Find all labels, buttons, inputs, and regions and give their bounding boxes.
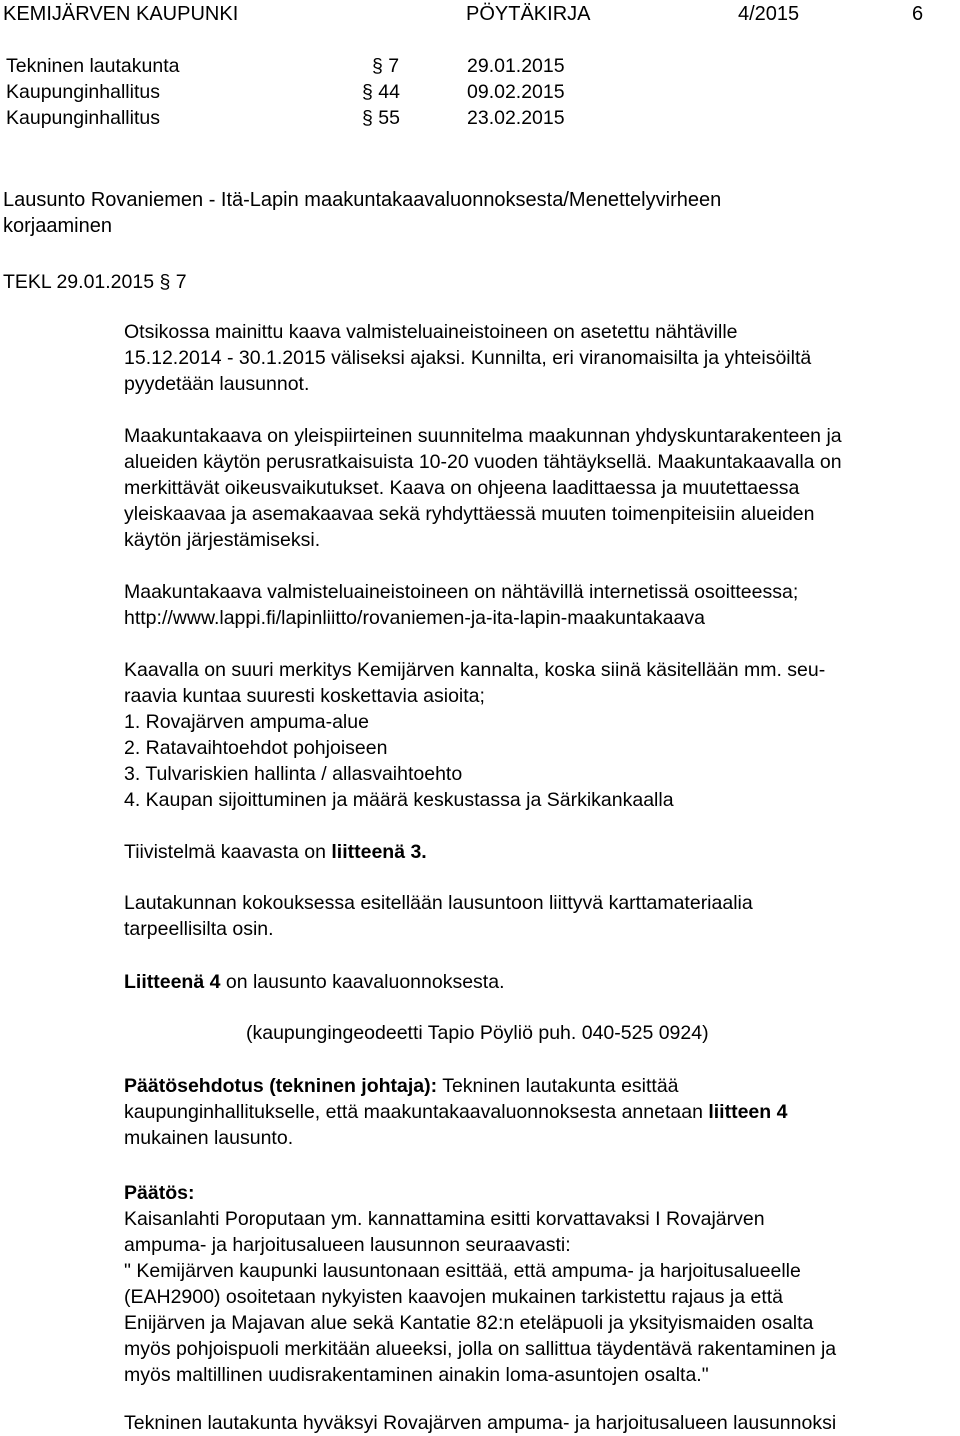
paragraph-definition (124, 423, 960, 553)
list-item: 2. Ratavaihtoehdot pohjoiseen (124, 737, 388, 759)
text-line: Enijärven ja Majavan alue sekä Kantatie 82:n eteläpuoli ja yksityismaiden osalta (124, 1312, 814, 1334)
meeting-date: 23.02.2015 (467, 107, 565, 129)
section-sign: § (362, 107, 373, 129)
attachment-ref: Liitteenä 4 (124, 971, 221, 993)
meeting-date: 09.02.2015 (467, 81, 565, 103)
proposal-label: Päätösehdotus (tekninen johtaja): (124, 1075, 438, 1097)
meeting-date: 29.01.2015 (467, 55, 565, 77)
text-line: myös pohjoispuoli merkitään alueeksi, jolla on sallittua täydentävä rakentaminen ja (124, 1338, 837, 1360)
text-line: pyydetään lausunnot. (124, 373, 310, 395)
meeting-section: § 7 (372, 55, 400, 77)
meeting-section: § 44 (362, 81, 400, 103)
text-line: Kaisanlahti Poroputaan ym. kannattamina esitti korvattavaksi I Rovajärven (124, 1208, 765, 1230)
plan-url-link[interactable]: http://www.lappi.fi/lapinliitto/rovaniemen-ja-ita-lapin-maakuntakaava (124, 607, 705, 629)
text-line: raavia kuntaa suuresti koskettavia asioita; (124, 685, 485, 707)
text-line: " Kemijärven kaupunki lausuntonaan esittää, että ampuma- ja harjoitusalueelle (124, 1260, 801, 1282)
text-line: merkittävät oikeusvaikutukset. Kaava on ohjeena laadittaessa ja muutettaessa (124, 477, 800, 499)
page-number: 6 (912, 3, 924, 25)
paragraph-statement-attachment (124, 969, 954, 995)
decision-label: Päätös: (124, 1182, 195, 1204)
text-span: Tiivistelmä kaavasta on (124, 841, 332, 863)
tekl-date: TEKL 29.01.2015 (3, 271, 155, 293)
paragraph-meeting-materials (124, 890, 954, 942)
text-span: Tekninen lautakunta esittää (437, 1075, 679, 1097)
attachment-ref: liitteen 4 (708, 1101, 788, 1123)
text-line: myös maltillinen uudisrakentaminen ainakin loma-asuntojen osalta." (124, 1364, 709, 1386)
list-item: 4. Kaupan sijoittuminen ja määrä keskustassa ja Särkikankaalla (124, 789, 674, 811)
organization-name: KEMIJÄRVEN KAUPUNKI (3, 3, 239, 25)
attachment-ref: liitteenä 3. (331, 841, 427, 863)
text-line (124, 1073, 954, 1099)
final-decision-line: Tekninen lautakunta hyväksyi Rovajärven ampuma- ja harjoitusalueen lausunnoksi (124, 1412, 837, 1434)
text-line: alueiden käytön perusratkaisuista 10-20 vuoden tähtäyksellä. Maakuntakaavalla on (124, 451, 842, 473)
section-sign: § (362, 81, 373, 103)
text-line: 15.12.2014 - 30.1.2015 väliseksi ajaksi. Kunnilta, eri viranomaisilta ja yhteisöiltä (124, 347, 812, 369)
list-item: 1. Rovajärven ampuma-alue (124, 711, 369, 733)
section-sign: § (372, 55, 383, 77)
agenda-item-title (3, 187, 903, 239)
text-line: Maakuntakaava valmisteluaineistoineen on nähtävillä internetissä osoitteessa; (124, 581, 799, 603)
section-sign: § (159, 271, 171, 293)
title-line: korjaaminen (3, 215, 112, 237)
tekl-reference (3, 269, 187, 295)
text-line: Kaavalla on suuri merkitys Kemijärven kannalta, koska siinä käsitellään mm. seu- (124, 659, 826, 681)
paragraph-significance (124, 657, 954, 813)
meeting-section: § 55 (362, 107, 400, 129)
paragraph-availability (124, 579, 954, 631)
meeting-body: Kaupunginhallitus (6, 81, 160, 103)
decision (124, 1180, 954, 1388)
meeting-body: Kaupunginhallitus (6, 107, 160, 129)
text-line: Lautakunnan kokouksessa esitellään lausuntoon liittyvä karttamateriaalia (124, 892, 753, 914)
title-line: Lausunto Rovaniemen - Itä-Lapin maakuntakaavaluonnoksesta/Menettelyvirheen (3, 189, 722, 211)
text-line: Otsikossa mainittu kaava valmisteluaineistoineen on asetettu nähtäville (124, 321, 738, 343)
tekl-section: 7 (175, 271, 187, 293)
text-line: ampuma- ja harjoitusalueen lausunnon seuraavasti: (124, 1234, 571, 1256)
text-span: on lausunto kaavaluonnoksesta. (220, 971, 505, 993)
decision-proposal (124, 1073, 954, 1151)
text-line: käytön järjestämiseksi. (124, 529, 321, 551)
document-number: 4/2015 (738, 3, 800, 25)
text-line: Maakuntakaava on yleispiirteinen suunnitelma maakunnan yhdyskuntarakenteen ja (124, 425, 842, 447)
contact-info: (kaupungingeodeetti Tapio Pöyliö puh. 040-525 0924) (246, 1022, 709, 1044)
text-line: (EAH2900) osoitetaan nykyisten kaavojen mukainen tarkistettu rajaus ja että (124, 1286, 784, 1308)
list-item: 3. Tulvariskien hallinta / allasvaihtoehto (124, 763, 463, 785)
paragraph-summary-attachment (124, 839, 954, 865)
document-type: PÖYTÄKIRJA (466, 3, 591, 25)
paragraph-intro (124, 319, 954, 397)
text-line: yleiskaavaa ja asemakaavaa sekä ryhdyttäessä muuten toimenpiteisiin alueiden (124, 503, 815, 525)
text-span: kaupunginhallitukselle, että maakuntakaavaluonnoksesta annetaan (124, 1101, 709, 1123)
text-line (124, 1099, 954, 1125)
meeting-body: Tekninen lautakunta (6, 55, 180, 77)
text-line: mukainen lausunto. (124, 1127, 294, 1149)
text-line: tarpeellisilta osin. (124, 918, 274, 940)
